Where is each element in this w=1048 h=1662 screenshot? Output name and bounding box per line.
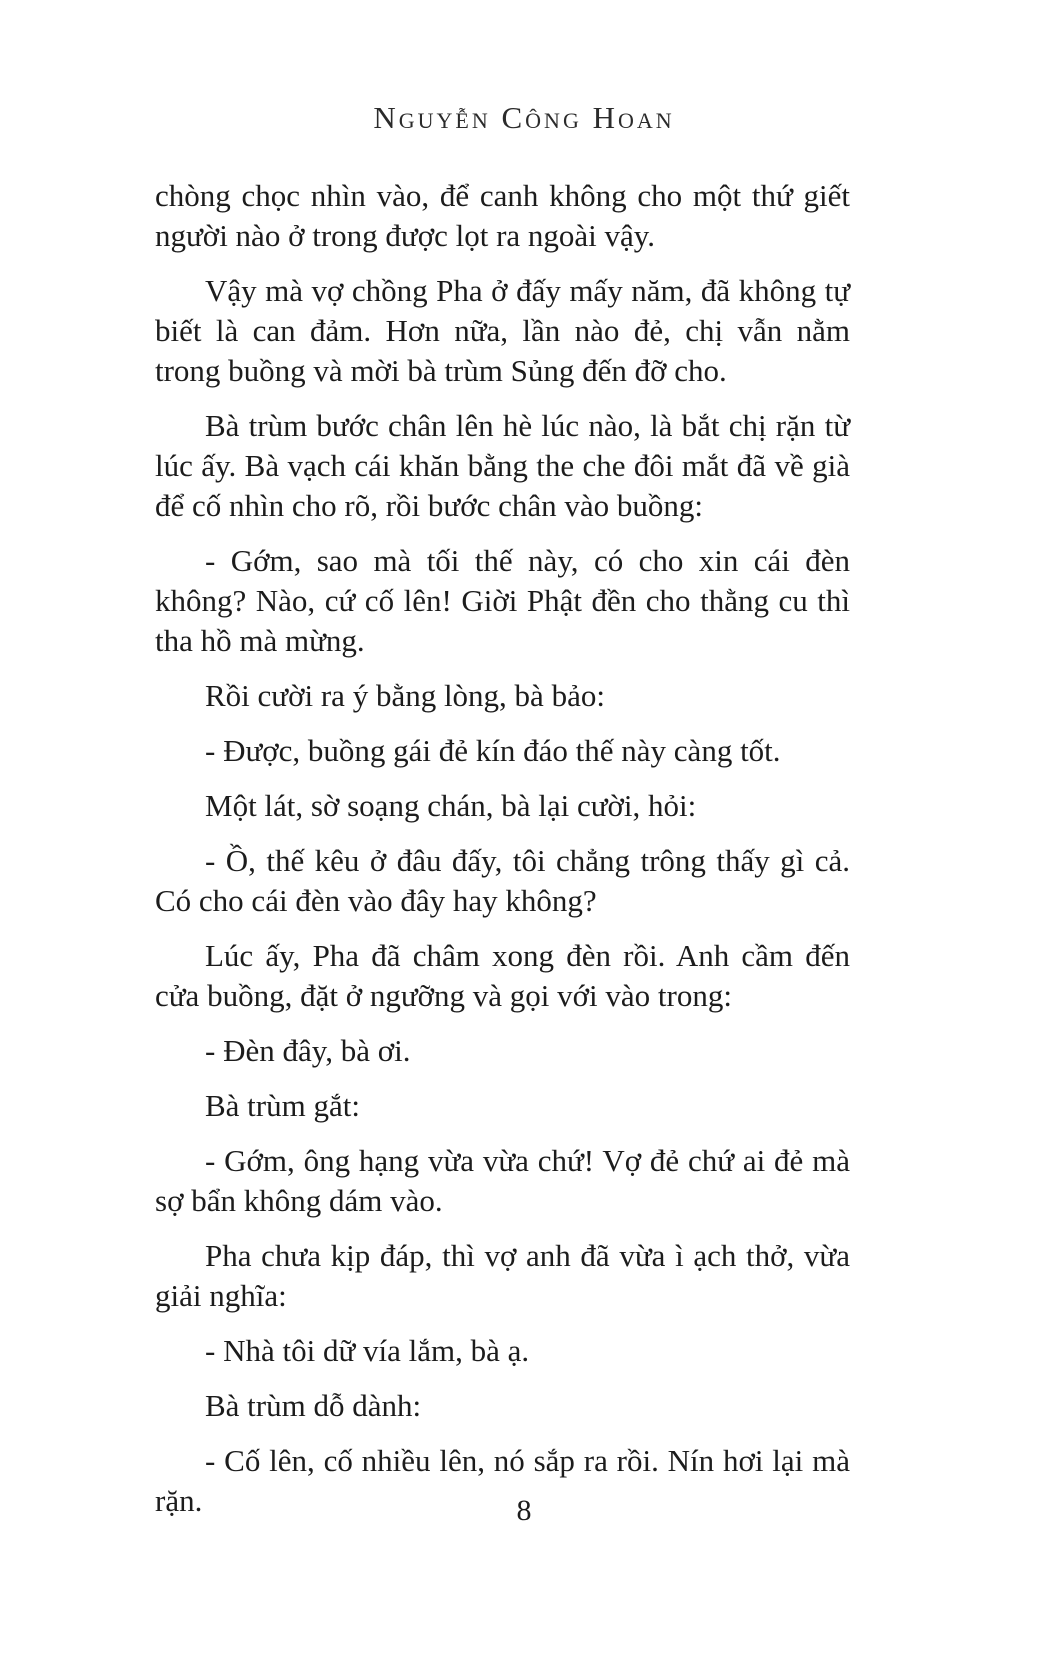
paragraph-dialogue: - Gớm, sao mà tối thế này, có cho xin cái đèn không? Nào, cứ cố lên! Giời Phật đền cho thằng cu thì tha hồ mà mừng. <box>155 543 850 658</box>
paragraph: Pha chưa kịp đáp, thì vợ anh đã vừa ì ạch thở, vừa giải nghĩa: <box>155 1238 850 1313</box>
page-body-text <box>155 176 850 1536</box>
running-header-author: Nguyễn Công Hoan <box>373 100 675 135</box>
paragraph-dialogue: - Ồ, thế kêu ở đâu đấy, tôi chẳng trông thấy gì cả. Có cho cái đèn vào đây hay không? <box>155 843 850 918</box>
paragraph: Rồi cười ra ý bằng lòng, bà bảo: <box>205 678 605 713</box>
paragraph-dialogue: - Được, buồng gái đẻ kín đáo thế này càng tốt. <box>205 733 781 768</box>
paragraph-dialogue: - Cố lên, cố nhiều lên, nó sắp ra rồi. Nín hơi lại mà rặn. <box>155 1443 850 1518</box>
paragraph: Bà trùm bước chân lên hè lúc nào, là bắt chị rặn từ lúc ấy. Bà vạch cái khăn bằng the che đôi mắt đã về già để cố nhìn cho rõ, rồi bước chân vào buồng: <box>155 408 850 523</box>
paragraph-dialogue: - Nhà tôi dữ vía lắm, bà ạ. <box>205 1333 530 1368</box>
paragraph-dialogue: - Gớm, ông hạng vừa vừa chứ! Vợ đẻ chứ ai đẻ mà sợ bẩn không dám vào. <box>155 1143 850 1218</box>
paragraph: Vậy mà vợ chồng Pha ở đấy mấy năm, đã không tự biết là can đảm. Hơn nữa, lần nào đẻ, chị vẫn nằm trong buồng và mời bà trùm Sủng đến đỡ cho. <box>155 273 850 388</box>
paragraph: Bà trùm dỗ dành: <box>205 1388 422 1423</box>
paragraph: Một lát, sờ soạng chán, bà lại cười, hỏi: <box>205 788 697 823</box>
paragraph: chòng chọc nhìn vào, để canh không cho một thứ giết người nào ở trong được lọt ra ngoài vậy. <box>155 178 850 253</box>
paragraph-dialogue: - Đèn đây, bà ơi. <box>205 1033 411 1068</box>
paragraph: Bà trùm gắt: <box>205 1088 360 1123</box>
page-number: 8 <box>516 1494 532 1527</box>
paragraph: Lúc ấy, Pha đã châm xong đèn rồi. Anh cầm đến cửa buồng, đặt ở ngưỡng và gọi với vào trong: <box>155 938 850 1013</box>
